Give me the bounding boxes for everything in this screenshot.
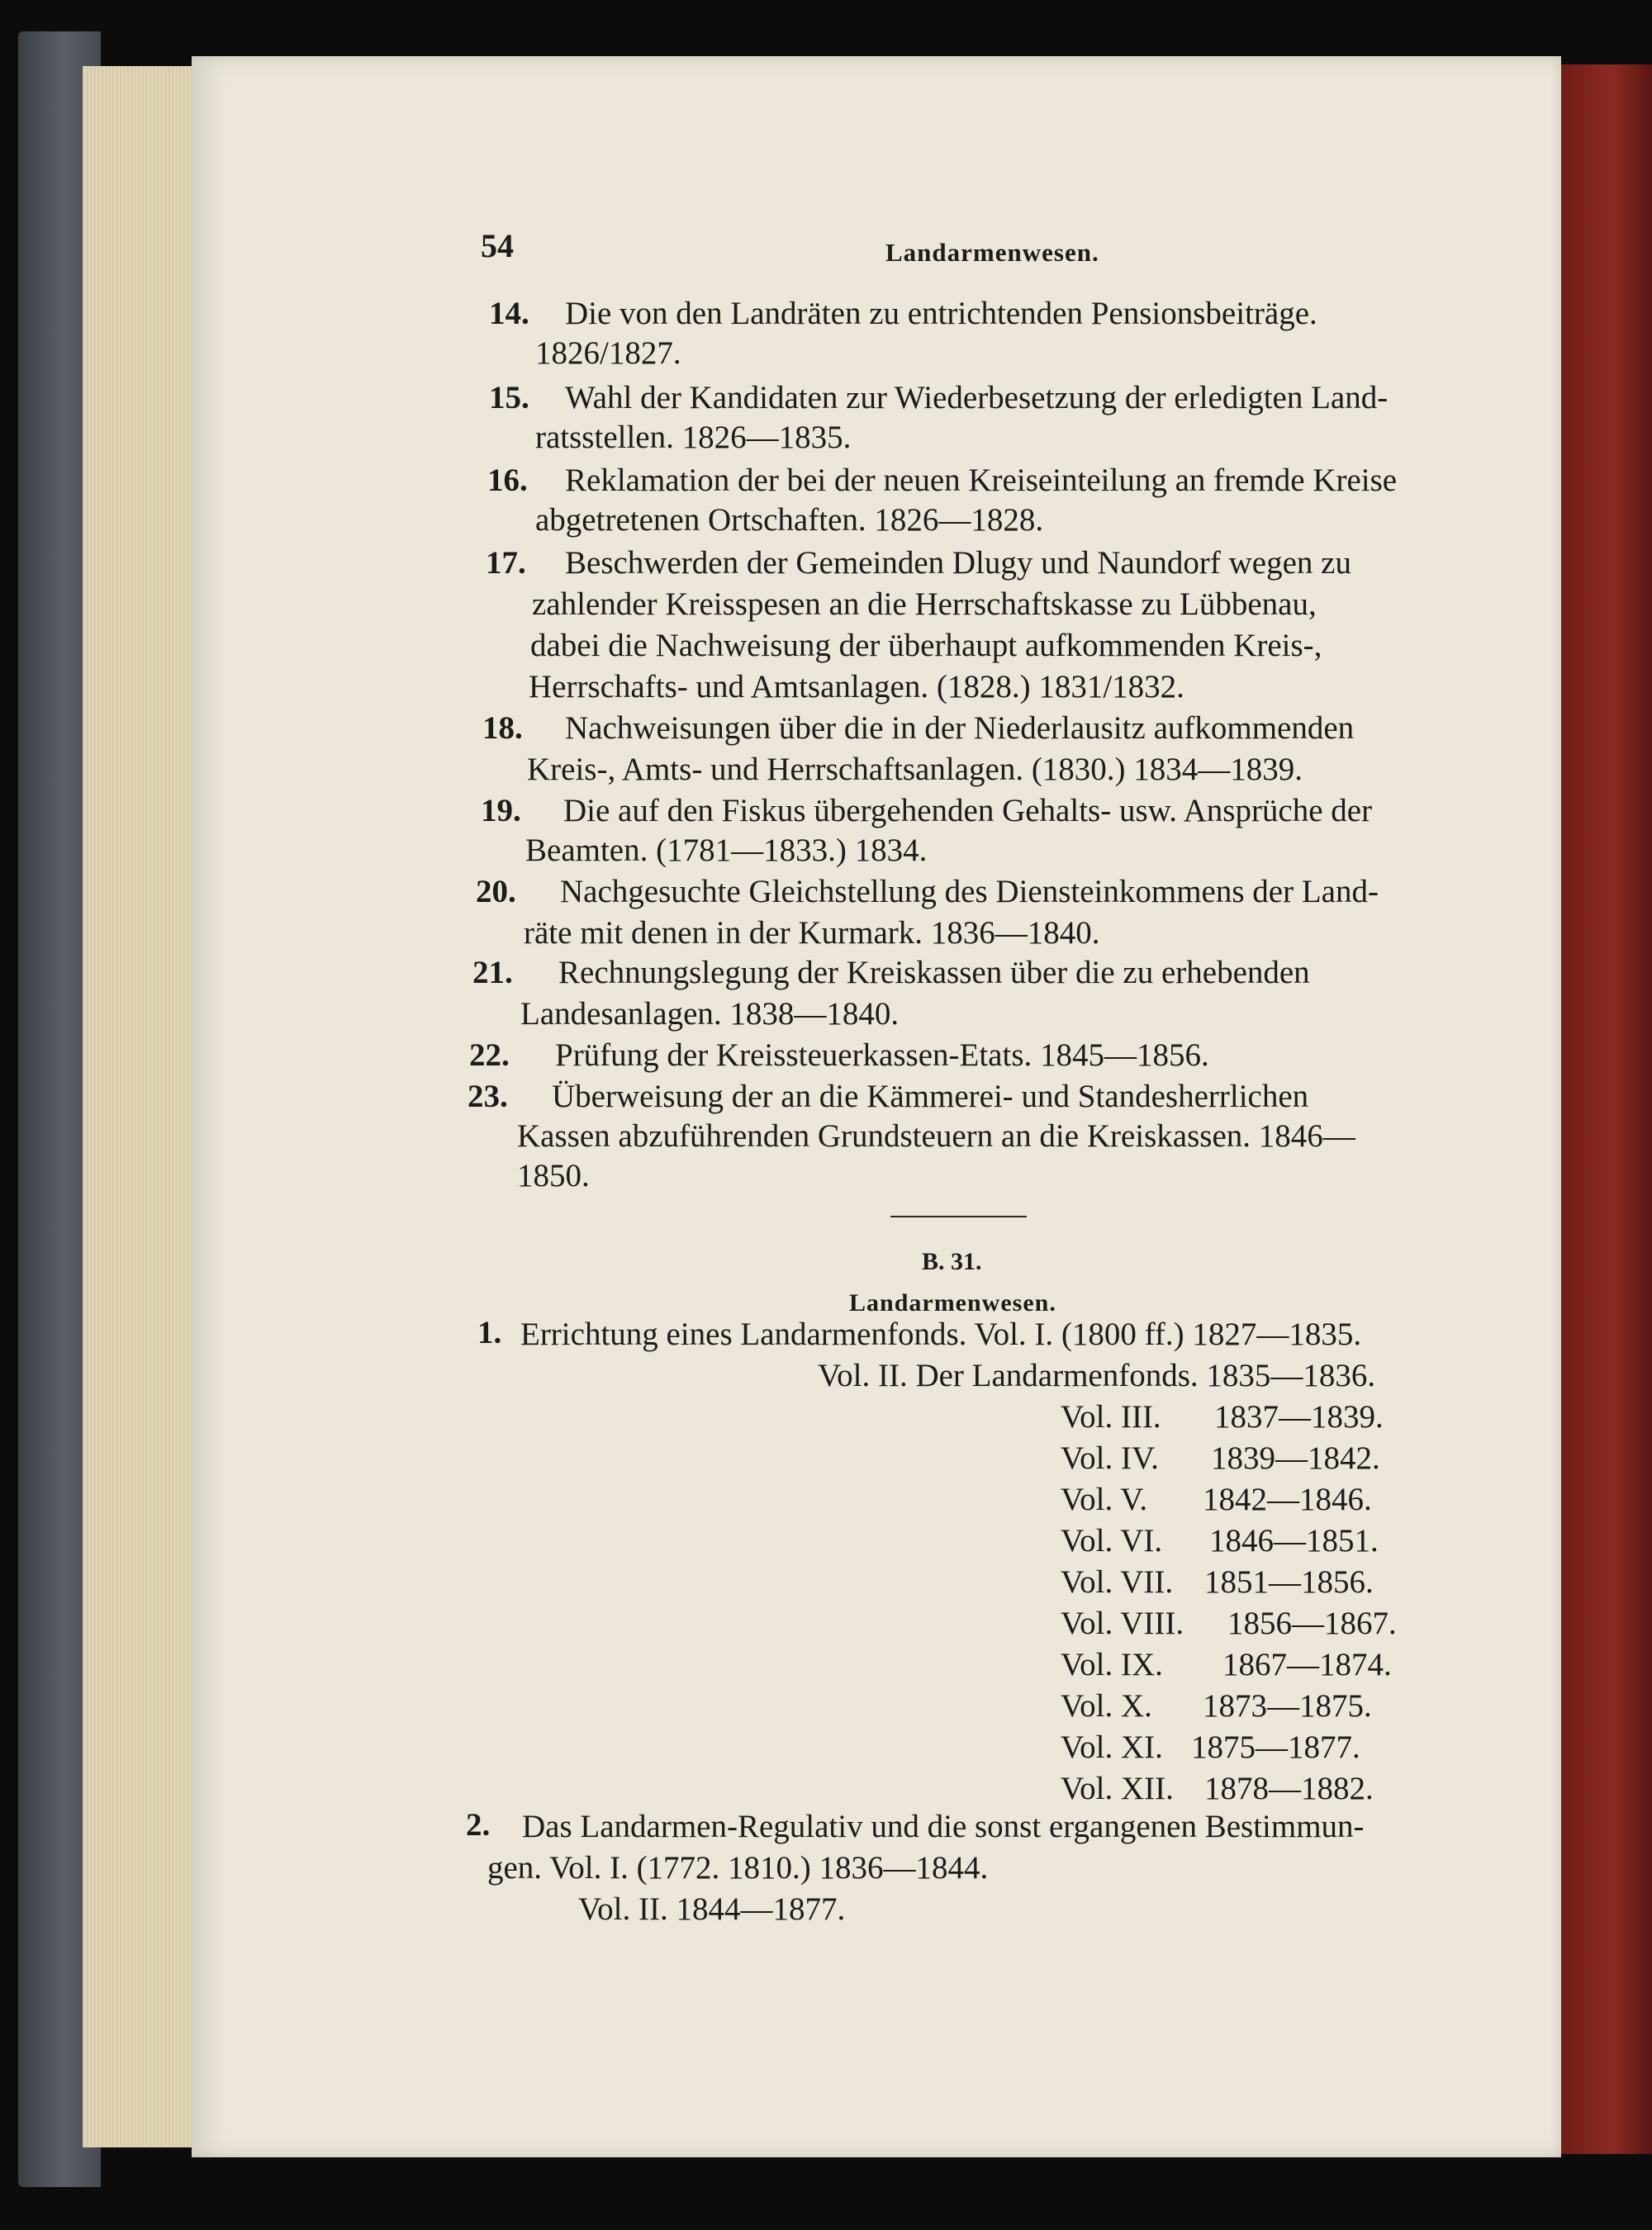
volume-label: Vol. VI.: [1061, 1523, 1163, 1559]
entry-line: Vol. II. Der Landarmenfonds. 1835—1836.: [818, 1358, 1376, 1393]
volume-label: Vol. IX.: [1061, 1647, 1163, 1682]
volume-label: Vol. IV.: [1061, 1440, 1159, 1476]
running-title: Landarmenwesen.: [885, 238, 1099, 267]
entry-number: 18.: [482, 710, 523, 746]
volume-label: Vol. VII.: [1061, 1564, 1174, 1600]
entry-line: Nachweisungen über die in der Niederlausitz aufkommenden: [565, 710, 1355, 746]
section-id: B. 31.: [922, 1248, 982, 1275]
entry-line: Beamten. (1781—1833.) 1834.: [525, 833, 928, 868]
volume-years: 1842—1846.: [1203, 1482, 1372, 1517]
entry-line: Überweisung der an die Kämmerei- und Standesherrlichen: [552, 1079, 1309, 1114]
volume-label: Vol. X.: [1061, 1688, 1152, 1724]
entry-line: zahlender Kreisspesen an die Herrschaftskasse zu Lübbenau,: [532, 586, 1317, 622]
entry-line: räte mit denen in der Kurmark. 1836—1840.: [524, 915, 1100, 951]
volume-label: Vol. XI.: [1061, 1729, 1163, 1765]
entry-number: 17.: [486, 545, 526, 581]
entry-number: 15.: [489, 380, 529, 415]
volume-label: Vol. VIII.: [1061, 1606, 1184, 1641]
entry-line: Kreis-, Amts- und Herrschaftsanlagen. (1830.) 1834—1839.: [527, 752, 1303, 787]
entry-line: Herrschafts- und Amtsanlagen. (1828.) 1831/1832.: [529, 669, 1184, 705]
section-title: Landarmenwesen.: [849, 1289, 1056, 1317]
entry-line: Die von den Landräten zu entrichtenden Pensionsbeiträge.: [565, 296, 1317, 331]
entry-line: abgetretenen Ortschaften. 1826—1828.: [535, 502, 1044, 538]
volume-years: 1846—1851.: [1209, 1523, 1379, 1559]
volume-years: 1878—1882.: [1204, 1771, 1374, 1806]
entry-line: Nachgesuchte Gleichstellung des Diensteinkommens der Land-: [560, 874, 1379, 909]
entry-line: 1850.: [517, 1158, 590, 1193]
book-cover-right: [1553, 64, 1652, 2154]
entry-line: dabei die Nachweisung der überhaupt aufkommenden Kreis-,: [530, 628, 1322, 663]
volume-label: Vol. V.: [1061, 1482, 1148, 1517]
entry-line: Rechnungslegung der Kreiskassen über die zu erhebenden: [558, 955, 1310, 990]
page-number: 54: [481, 227, 514, 264]
entry-line: gen. Vol. I. (1772. 1810.) 1836—1844.: [487, 1850, 989, 1886]
volume-label: Vol. XII.: [1061, 1771, 1174, 1806]
entry-number: 19.: [481, 793, 521, 828]
entry-number: 2.: [466, 1807, 491, 1843]
entry-number: 23.: [468, 1079, 508, 1114]
entry-line: Vol. II. 1844—1877.: [578, 1891, 846, 1927]
entry-line: 1826/1827.: [535, 335, 681, 371]
entry-line: Kassen abzuführenden Grundsteuern an die Kreiskassen. 1846—: [517, 1118, 1355, 1154]
entry-number: 14.: [489, 296, 529, 331]
volume-label: Vol. III.: [1061, 1399, 1161, 1435]
entry-line: Prüfung der Kreissteuerkassen-Etats. 1845—1856.: [555, 1037, 1209, 1073]
volume-years: 1873—1875.: [1203, 1688, 1372, 1724]
entry-line: Wahl der Kandidaten zur Wiederbesetzung der erledigten Land-: [565, 380, 1389, 415]
entry-line: Das Landarmen-Regulativ und die sonst ergangenen Bestimmun-: [522, 1809, 1365, 1844]
volume-years: 1867—1874.: [1222, 1647, 1392, 1682]
entry-line: Landesanlagen. 1838—1840.: [520, 996, 900, 1032]
volume-years: 1839—1842.: [1211, 1440, 1380, 1476]
volume-years: 1851—1856.: [1204, 1564, 1374, 1600]
entry-line: Beschwerden der Gemeinden Dlugy und Naundorf wegen zu: [565, 545, 1351, 581]
entry-number: 16.: [487, 463, 528, 498]
volume-years: 1856—1867.: [1227, 1606, 1397, 1641]
entry-line: Die auf den Fiskus übergehenden Gehalts- usw. Ansprüche der: [563, 793, 1373, 828]
entry-number: 20.: [476, 874, 516, 909]
page-edges: [83, 66, 198, 2147]
entry-number: 1.: [477, 1315, 502, 1350]
volume-years: 1875—1877.: [1191, 1729, 1360, 1765]
entry-line: Errichtung eines Landarmenfonds. Vol. I. (1800 ff.) 1827—1835.: [520, 1317, 1362, 1352]
entry-number: 21.: [472, 955, 513, 990]
entry-number: 22.: [469, 1037, 510, 1073]
section-divider: [890, 1216, 1027, 1217]
entry-line: Reklamation der bei der neuen Kreiseinteilung an fremde Kreise: [565, 463, 1398, 498]
volume-years: 1837—1839.: [1214, 1399, 1384, 1435]
entry-line: ratsstellen. 1826—1835.: [535, 420, 852, 455]
